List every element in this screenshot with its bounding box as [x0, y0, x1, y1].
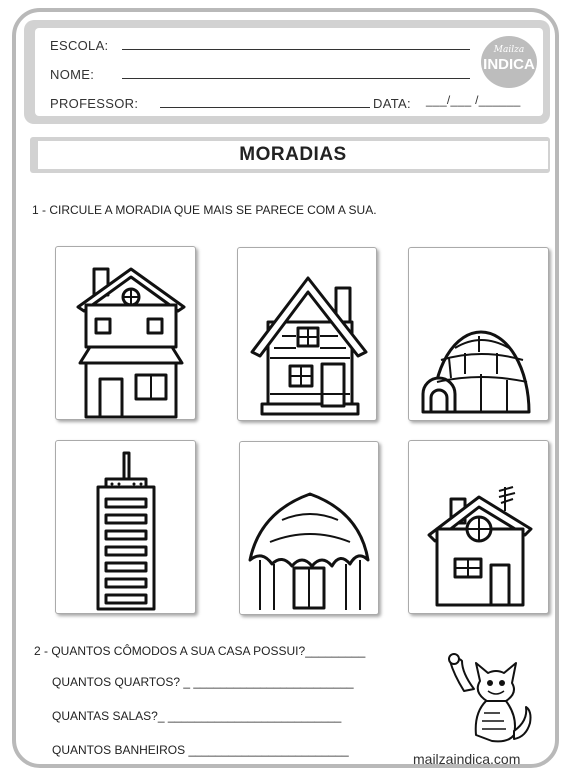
two-story-house-icon [56, 247, 195, 419]
small-house-antenna-icon [409, 441, 548, 613]
brand-logo [481, 36, 537, 88]
wooden-cabin-icon [238, 248, 376, 420]
thatched-hut-icon [240, 442, 378, 614]
dwelling-card-6[interactable] [408, 440, 549, 614]
question-1: 1 - CIRCULE A MORADIA QUE MAIS SE PARECE COM A SUA. [32, 203, 377, 217]
page-title: MORADIAS [38, 141, 548, 169]
apartment-building-icon [56, 441, 195, 613]
name-field[interactable] [122, 78, 470, 79]
dwelling-card-2[interactable] [237, 247, 377, 421]
dwelling-card-5[interactable] [239, 441, 379, 615]
question-2-living-rooms: QUANTAS SALAS?_ __________________________ [52, 709, 342, 723]
logo-script-text: Mailza [493, 45, 525, 55]
igloo-icon [409, 248, 548, 420]
school-field[interactable] [122, 49, 470, 50]
cat-mascot-icon [434, 651, 534, 747]
date-field[interactable]: ___/___ /______ [426, 93, 521, 107]
footer-site: mailzaindica.com [413, 751, 521, 767]
school-label: ESCOLA: [50, 38, 109, 53]
logo-main-text: INDICA [483, 56, 535, 73]
question-2: 2 - QUANTOS CÔMODOS A SUA CASA POSSUI?_________ [34, 644, 366, 658]
dwelling-card-4[interactable] [55, 440, 196, 614]
dwelling-card-3[interactable] [408, 247, 549, 421]
date-label: DATA: [373, 96, 411, 111]
name-label: NOME: [50, 67, 95, 82]
dwelling-card-1[interactable] [55, 246, 196, 420]
teacher-label: PROFESSOR: [50, 96, 139, 111]
question-2-bathrooms: QUANTOS BANHEIROS ________________________ [52, 743, 349, 757]
question-2-bedrooms: QUANTOS QUARTOS? _ ________________________ [52, 675, 354, 689]
teacher-field[interactable] [160, 107, 370, 108]
